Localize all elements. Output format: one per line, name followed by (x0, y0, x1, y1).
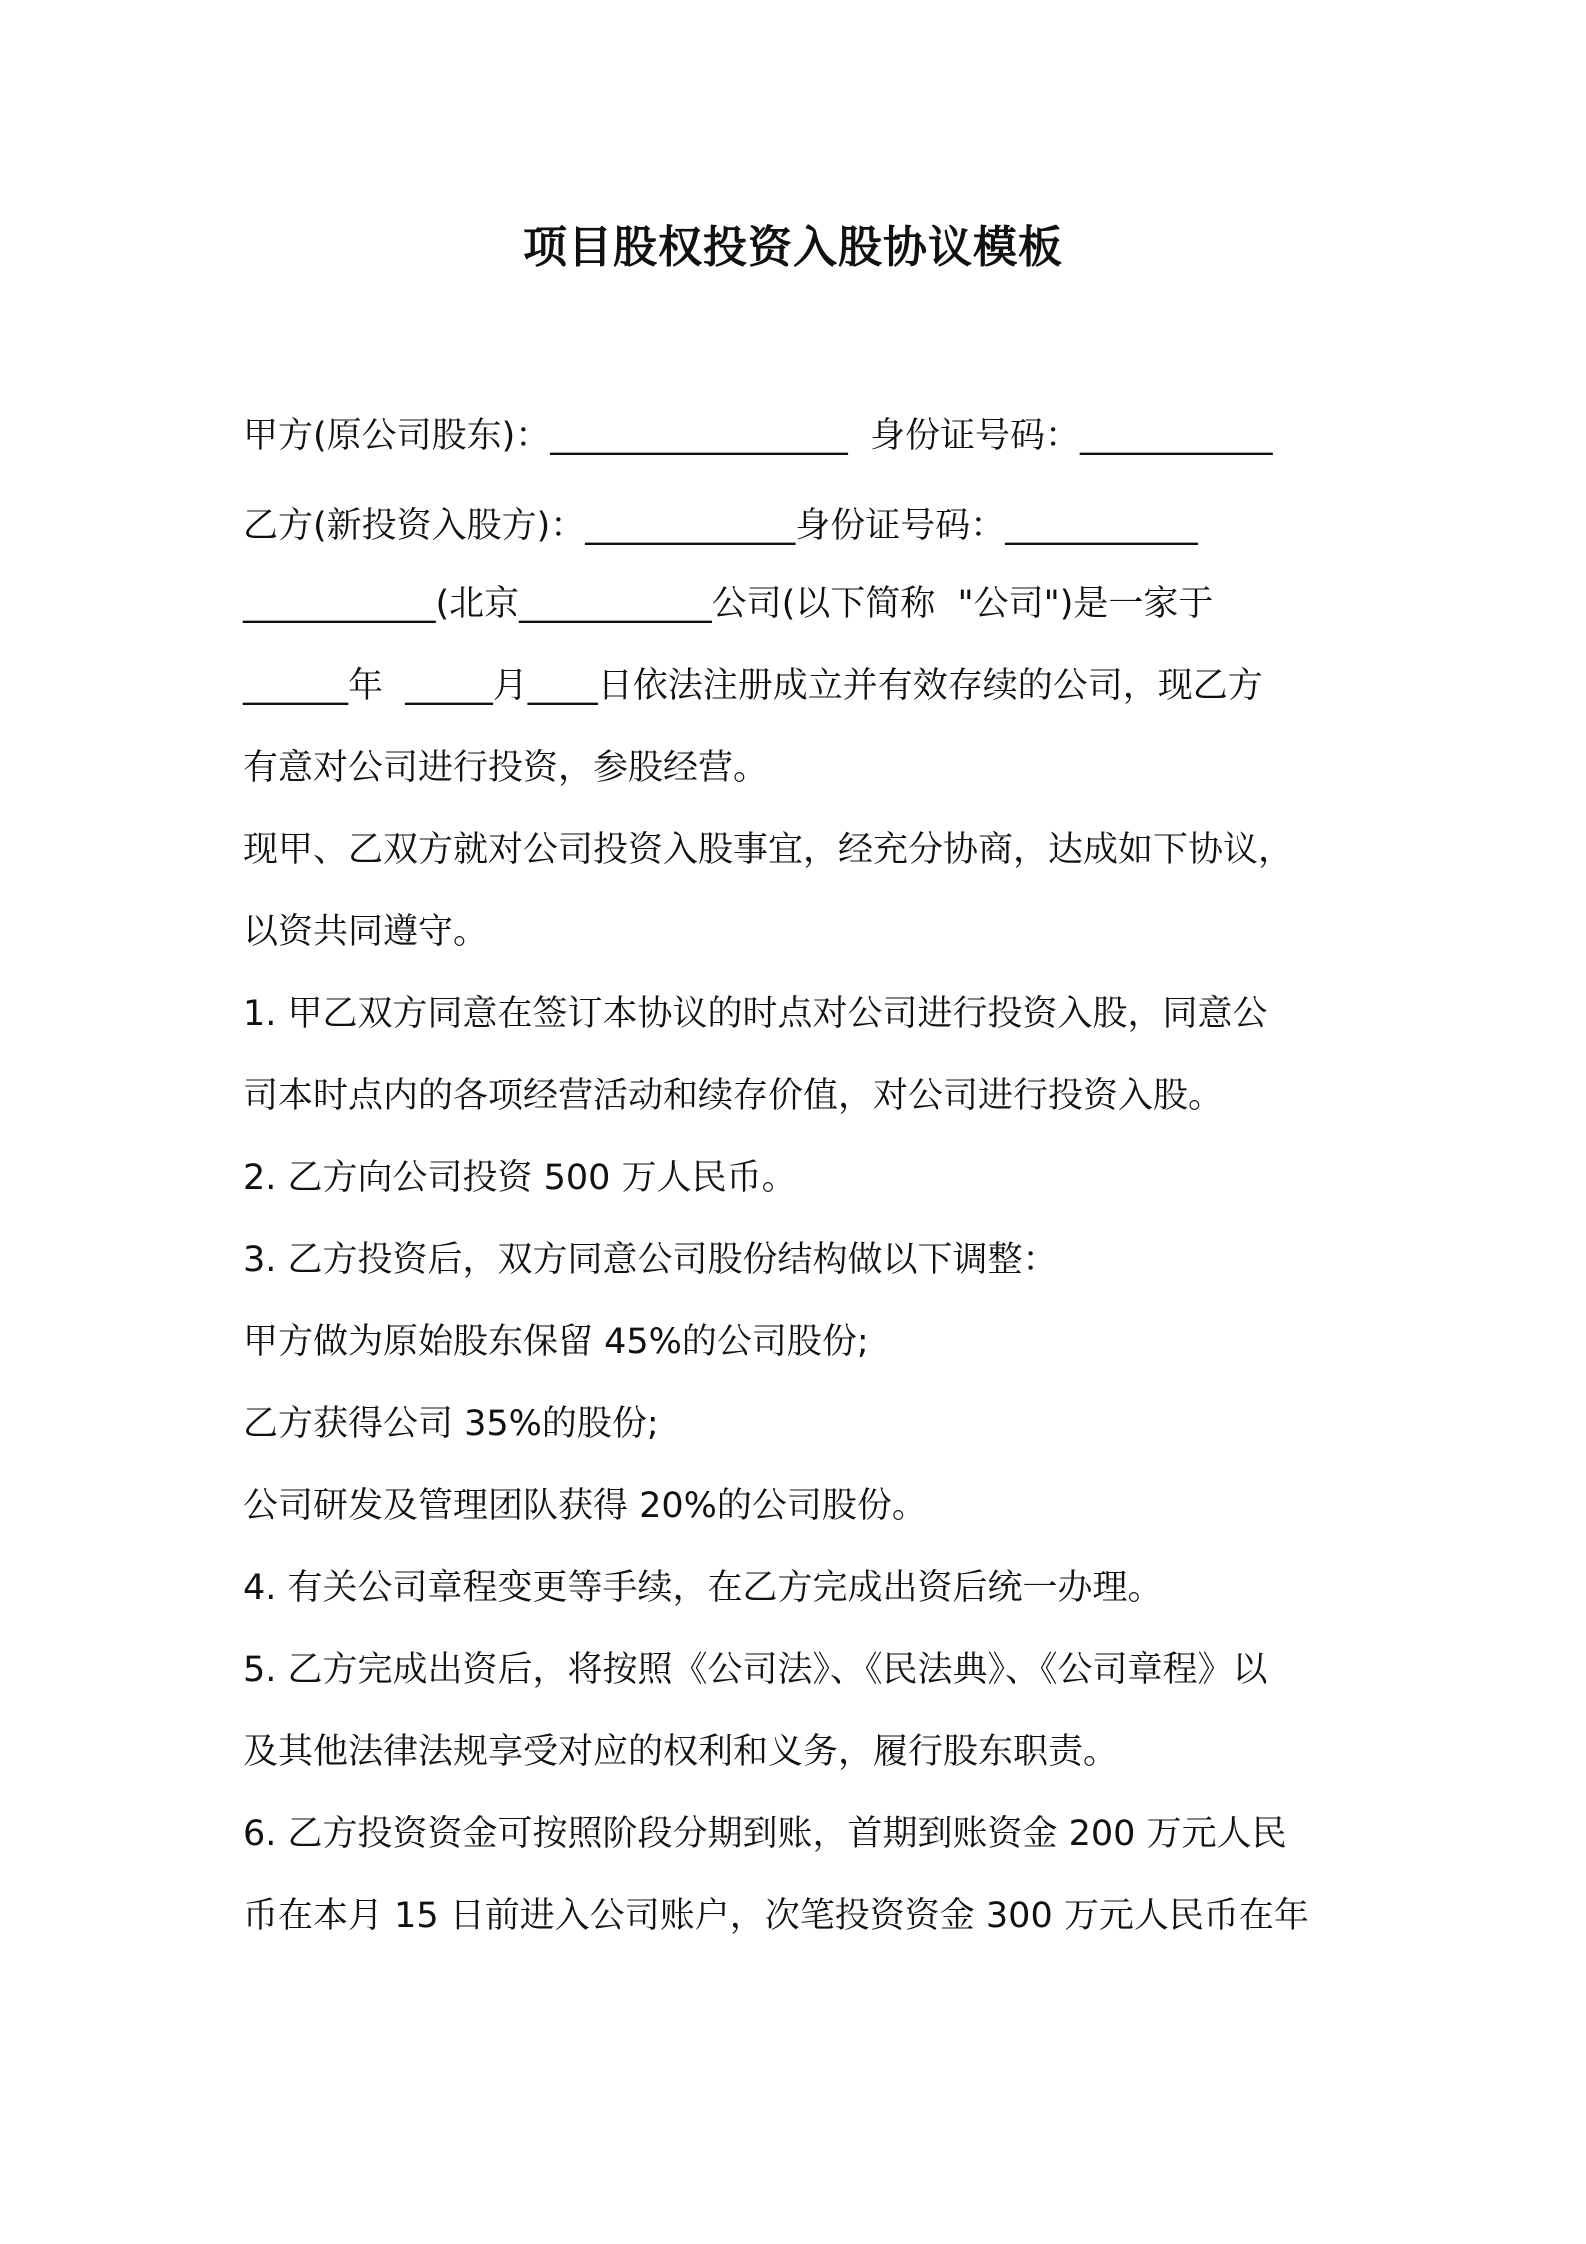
share-party-a-line: 甲方做为原始股东保留 45%的公司股份; (243, 1322, 869, 1362)
agreement-intro-line-2: 以资共同遵守。 (243, 912, 489, 952)
agreement-intro-line: 现甲、乙双方就对公司投资入股事宜，经充分协商，达成如下协议， (243, 830, 1294, 870)
clause-6-line: 6. 乙方投资资金可按照阶段分期到账，首期到账资金 200 万元人民 (243, 1814, 1287, 1854)
clause-5-line: 5. 乙方完成出资后，将按照《公司法》、《民法典》、《公司章程》以 (243, 1650, 1268, 1690)
clause-4-line: 4. 有关公司章程变更等手续，在乙方完成出资后统一办理。 (243, 1568, 1163, 1608)
clause-5-line-2: 及其他法律法规享受对应的权利和义务，履行股东职责。 (243, 1732, 1119, 1772)
document-title: 项目股权投资入股协议模板 (523, 222, 1063, 273)
intent-line: 有意对公司进行投资，参股经营。 (243, 748, 769, 788)
party-a-line: 甲方(原公司股东)：_________________ 身份证号码：___________ (243, 416, 1273, 456)
share-party-b-line: 乙方获得公司 35%的股份; (243, 1404, 659, 1444)
party-b-line: 乙方(新投资入股方)：____________身份证号码：___________ (243, 506, 1198, 546)
registration-date-line: ______年 _____月____日依法注册成立并有效存续的公司，现乙方 (243, 666, 1263, 706)
company-intro-line: ___________(北京___________公司(以下简称 "公司")是一家于 (243, 584, 1214, 624)
clause-1-line-2: 司本时点内的各项经营活动和续存价值，对公司进行投资入股。 (243, 1076, 1224, 1116)
clause-2-line: 2. 乙方向公司投资 500 万人民币。 (243, 1158, 797, 1198)
clause-3-line: 3. 乙方投资后，双方同意公司股份结构做以下调整： (243, 1240, 1058, 1280)
clause-1-line: 1. 甲乙双方同意在签订本协议的时点对公司进行投资入股，同意公 (243, 994, 1268, 1034)
share-team-line: 公司研发及管理团队获得 20%的公司股份。 (243, 1486, 927, 1526)
clause-6-line-2: 币在本月 15 日前进入公司账户，次笔投资资金 300 万元人民币在年 (243, 1896, 1309, 1936)
